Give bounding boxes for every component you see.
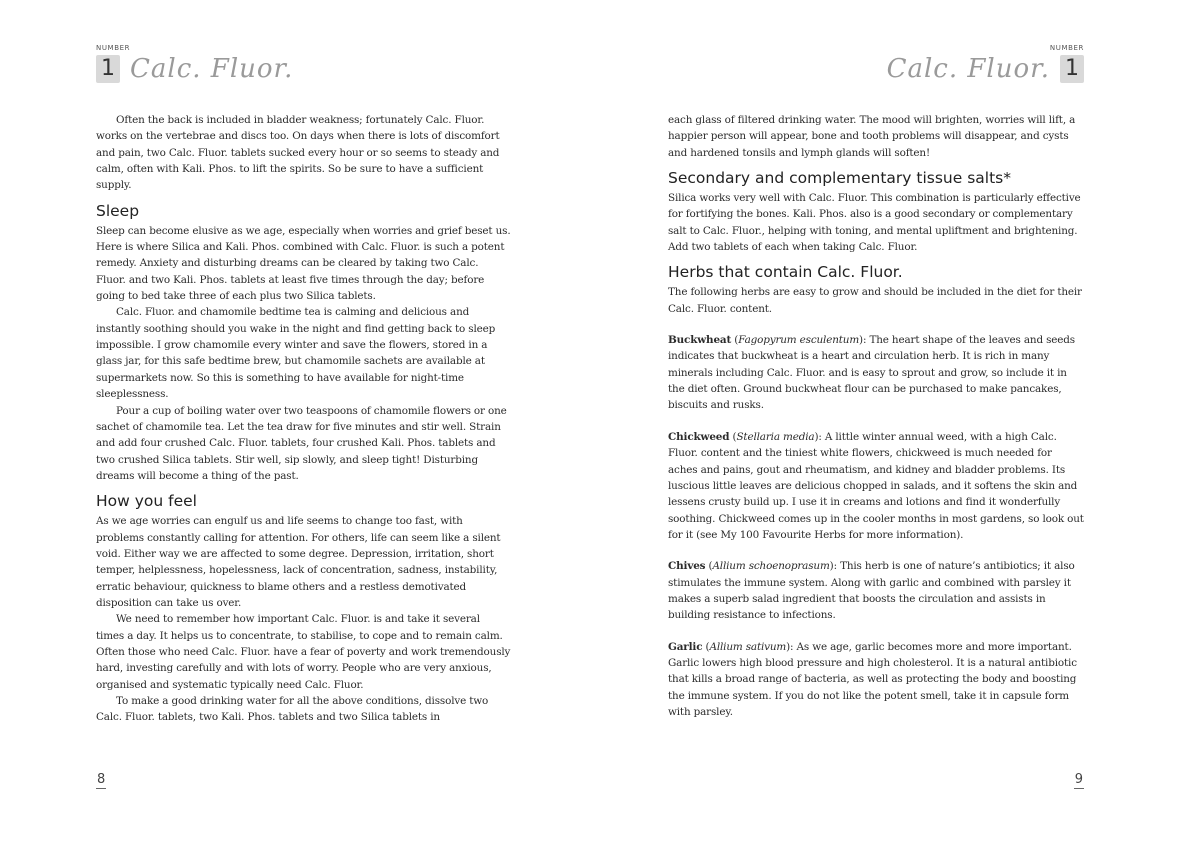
paragraph: To make a good drinking water for all the above conditions, dissolve two Calc. Fluor. tablets, two Kali. Phos. tablets and two Silica tablets in — [96, 695, 489, 724]
section-heading-sleep: Sleep — [96, 201, 140, 220]
chapter-header-right — [887, 44, 1084, 84]
left-page — [0, 0, 590, 849]
page-number-right: 9 — [1074, 772, 1083, 787]
herb-name: Chickweed — [668, 430, 730, 443]
herb-entry-chives: Chives (Allium schoenoprasum): This herb is one of nature’s antibiotics; it also stimulates the immune system. Along with garlic and combined with parsley it makes a superb salad ingredient that boosts the circulation and assists in building resistance to infections. — [668, 560, 1075, 622]
herb-latin-name: Allium schoenoprasum — [712, 560, 830, 573]
herb-description: : The heart shape of the leaves and seeds indicates that buckwheat is a heart and circulation herb. It is rich in many minerals including Calc. Fluor. and is easy to sprout and grow, so include it in the diet often. Ground buckwheat flour can be purchased to make pancakes, biscuits and rusks. — [668, 334, 1075, 412]
section-heading-how-you-feel: How you feel — [96, 492, 197, 511]
chapter-label: NUMBER — [96, 44, 131, 52]
paragraph: As we age worries can engulf us and life seems to change too fast, with problems constantly calling for attention. For others, life can seem like a silent void. Either way we are affected to some degree. Depression, irritation, short temper, helplessness, hopelessness, lack of concentration, sadness, instability, erratic behaviour, quickness to blame others and a restless demotivated disposition can take us over. — [96, 515, 501, 609]
chapter-number: 1 — [1060, 55, 1084, 83]
herb-description: : This herb is one of nature’s antibiotics; it also stimulates the immune system. Along with garlic and combined with parsley it makes a superb salad ingredient that boosts the circulation and assists in building resistance to infections. — [668, 560, 1075, 622]
paragraph: Calc. Fluor. and chamomile bedtime tea is calming and delicious and instantly soothing should you wake in the night and find getting back to sleep impossible. I grow chamomile every winter and save the flowers, stored in a glass jar, for this safe bedtime brew, but chamomile sachets are available at supermarkets now. So this is something to have available for night-time sleeplessness. — [96, 306, 496, 401]
chapter-header-left — [96, 44, 293, 84]
herb-entry-garlic: Garlic (Allium sativum): As we age, garlic becomes more and more important. Garlic lowers high blood pressure and high cholesterol. It is a natural antibiotic that kills a broad range of bacteria, as well as protecting the body and boosting the immune system. If you do not like the potent smell, take it in capsule form with parsley. — [668, 640, 1077, 718]
paragraph: Silica works very well with Calc. Fluor. This combination is particularly effective for fortifying the bones. Kali. Phos. also is a good secondary or complementary salt to Calc. Fluor., helping with toning, and mental upliftment and brightening. Add two tablets of each when taking Calc. Fluor. — [668, 192, 1081, 254]
section-heading-secondary-salts: Secondary and complementary tissue salts* — [668, 169, 1011, 188]
chapter-number: 1 — [96, 55, 120, 83]
chapter-label: NUMBER — [1049, 44, 1084, 52]
herb-name: Buckwheat — [668, 334, 732, 347]
chapter-title: Calc. Fluor. — [886, 54, 1050, 84]
herb-latin-name: Allium sativum — [709, 640, 787, 653]
herb-name: Chives — [668, 560, 706, 573]
chapter-title: Calc. Fluor. — [130, 54, 294, 84]
page-number-left: 8 — [97, 772, 106, 787]
herb-entry-buckwheat: Buckwheat (Fagopyrum esculentum): The heart shape of the leaves and seeds indicates that buckwheat is a heart and circulation herb. It is rich in many minerals including Calc. Fluor. and is easy to sprout and grow, so include it in the diet often. Ground buckwheat flour can be purchased to make pancakes, biscuits and rusks. — [668, 334, 1075, 412]
herb-entry-chickweed: Chickweed (Stellaria media): A little winter annual weed, with a high Calc. Fluor. content and the tiniest white flowers, chickweed is much needed for aches and pains, gout and rheumatism, and kidney and bladder problems. Its luscious little leaves are delicious chopped in salads, and it softens the skin and lessens crusty build up. I use it in creams and lotions and find it wonderfully soothing. Chickweed comes up in the cooler months in most gardens, so look out for it (see My 100 Favourite Herbs for more information). — [668, 430, 1084, 541]
herb-latin-name: Stellaria media — [736, 430, 815, 443]
right-body-text — [668, 112, 1084, 720]
paragraph: Pour a cup of boiling water over two teaspoons of chamomile flowers or one sachet of chamomile tea. Let the tea draw for five minutes and stir well. Strain and add four crushed Calc. Fluor. tablets, four crushed Kali. Phos. tablets and two crushed Silica tablets. Stir well, sip slowly, and sleep tight! Disturbing dreams will become a thing of the past. — [96, 404, 507, 482]
herb-name: Garlic — [668, 640, 703, 653]
herb-description: : As we age, garlic becomes more and more important. Garlic lowers high blood pressure and high cholesterol. It is a natural antibiotic that kills a broad range of bacteria, as well as protecting the body and boosting the immune system. If you do not like the potent smell, take it in capsule form with parsley. — [668, 640, 1077, 718]
paragraph: Often the back is included in bladder weakness; fortunately Calc. Fluor. works on the vertebrae and discs too. On days when there is lots of discomfort and pain, two Calc. Fluor. tablets sucked every hour or so seems to steady and calm, often with Kali. Phos. to lift the spirits. So be sure to have a sufficient supply. — [96, 114, 500, 192]
section-heading-herbs: Herbs that contain Calc. Fluor. — [668, 263, 903, 282]
paragraph: Sleep can become elusive as we age, especially when worries and grief beset us. Here is where Silica and Kali. Phos. combined with Calc. Fluor. is such a potent remedy. Anxiety and disturbing dreams can be cleared by taking two Calc. Fluor. and two Kali. Phos. tablets at least five times through the day; before going to bed take three of each plus two Silica tablets. — [96, 224, 511, 303]
herb-latin-name: Fagopyrum esculentum — [738, 334, 860, 347]
left-body-text — [96, 112, 511, 726]
paragraph: The following herbs are easy to grow and should be included in the diet for their Calc. Fluor. content. — [668, 286, 1082, 315]
right-page — [590, 0, 1181, 849]
paragraph: We need to remember how important Calc. Fluor. is and take it several times a day. It helps us to concentrate, to stabilise, to cope and to remain calm. Often those who need Calc. Fluor. have a fear of poverty and work tremendously hard, investing carefully and with lots of worry. People who are very anxious, organised and systematic typically need Calc. Fluor. — [96, 613, 511, 691]
herb-description: : A little winter annual weed, with a high Calc. Fluor. content and the tiniest white flowers, chickweed is much needed for aches and pains, gout and rheumatism, and kidney and bladder problems. Its luscious little leaves are delicious chopped in salads, and it softens the skin and lessens crusty build up. I use it in creams and lotions and find it wonderfully soothing. Chickweed comes up in the cooler months in most gardens, so look out for it (see My 100 Favourite Herbs for more information). — [668, 430, 1084, 541]
paragraph: each glass of filtered drinking water. The mood will brighten, worries will lift, a happier person will appear, bone and tooth problems will disappear, and cysts and hardened tonsils and lymph glands will soften! — [668, 114, 1076, 159]
